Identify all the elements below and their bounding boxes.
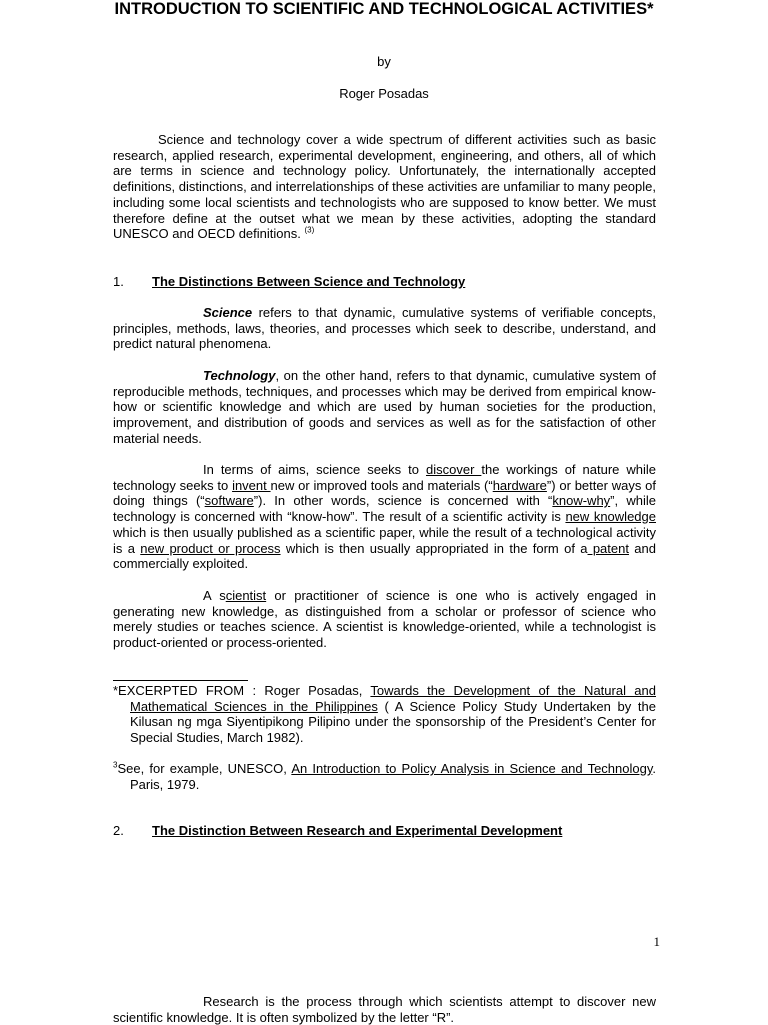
scientist-paragraph: [113, 588, 656, 651]
research-paragraph: [113, 994, 656, 1025]
intro-paragraph: [113, 132, 656, 242]
term-new-knowledge: new knowledge: [565, 509, 656, 525]
term-know-why: know-why: [552, 493, 611, 509]
section-1-title: The Distinctions Between Science and Technology: [152, 274, 466, 289]
term-scientist: cientist: [225, 588, 267, 603]
aims-text: and commercially exploited.: [113, 540, 657, 572]
intro-reference: (3): [304, 225, 315, 235]
term-software: software: [204, 493, 254, 509]
footnote-excerpt-lead: *EXCERPTED FROM : Roger Posadas,: [113, 683, 371, 698]
footnote-separator: [113, 680, 248, 681]
aims-text: which is then usually appropriated in the form of a: [280, 540, 588, 556]
footnote-3-rest: . Paris, 1979.: [130, 761, 657, 792]
document-title: INTRODUCTION TO SCIENTIFIC AND TECHNOLOGICAL ACTIVITIES*: [114, 0, 654, 18]
scientist-text: A s: [203, 588, 226, 603]
aims-paragraph: [113, 462, 656, 572]
term-hardware: hardware: [492, 477, 547, 493]
aims-text: ”). In other words, science is concerned with “: [253, 493, 553, 509]
footnote-excerpt-title: Towards the Development of the Natural and Mathematical Sciences in the Philippines: [130, 683, 656, 714]
section-2-number: 2.: [113, 823, 124, 838]
term-new-product: new product or process: [140, 540, 281, 556]
section-2-title: The Distinction Between Research and Experimental Development: [152, 823, 563, 838]
page-number: 1: [653, 934, 660, 949]
footnote-3-mark: 3: [113, 760, 118, 770]
footnote-3-lead: See, for example, UNESCO,: [117, 761, 292, 776]
footnote-excerpt-rest: ( A Science Policy Study Undertaken by the Kilusan ng mga Siyentipikong Pilipino under the sponsorship of the President’s Center for Special Studies, March 1982).: [130, 698, 657, 745]
aims-text: ”) or better ways of doing things (“: [113, 477, 656, 509]
footnote-excerpt: [113, 683, 656, 745]
research-text: Research is the process through which scientists attempt to discover new scientific knowledge. It is often symbolized by the letter “R”.: [113, 994, 656, 1025]
footnote-3-title: An Introduction to Policy Analysis in Science and Technology: [291, 761, 653, 776]
section-1-number: 1.: [113, 274, 124, 289]
term-invent: invent: [232, 477, 271, 493]
intro-text: Science and technology cover a wide spectrum of different activities such as basic research, applied research, experimental development, engineering, and others, all of which are terms in science and technology policy. Unfortunately, the internationally accepted definitions, distinctions, and interrelationships of these activities are unfamiliar to many people, including some local scientists and technologists who are supposed to know better. We must therefore define at the outset what we mean by these activities, adopting the standard UNESCO and OECD definitions.: [113, 132, 656, 242]
aims-text: In terms of aims, science seeks to: [203, 462, 426, 477]
section-1-heading: [113, 274, 656, 290]
term-patent: patent: [587, 540, 629, 556]
byline: by: [377, 54, 391, 69]
technology-definition: [113, 368, 656, 447]
footnote-3: [113, 761, 656, 792]
technology-term: Technology: [203, 368, 276, 383]
aims-text: new or improved tools and materials (“: [270, 477, 493, 493]
technology-definition-text: , on the other hand, refers to that dynamic, cumulative system of reproducible methods, techniques, and processes which may be derived from empirical know-how or scientific knowledge and which are used by human societies for the production, improvement, and distribution of goods and services as well as for the satisfaction of other material needs.: [113, 368, 656, 446]
science-term: Science: [203, 305, 253, 320]
term-discover: discover: [425, 462, 482, 477]
aims-text: which is then usually published as a scientific paper, while the result of a technological activity is a: [113, 524, 656, 556]
scientist-text: or practitioner of science is one who is actively engaged in generating new knowledge, as distinguished from a scholar or professor of science who merely studies or teaches science. A scientist is knowledge-oriented, while a technologist is product-oriented or process-oriented.: [113, 588, 656, 651]
science-definition-text: refers to that dynamic, cumulative systems of verifiable concepts, principles, methods, laws, theories, and processes which seek to describe, understand, and predict natural phenomena.: [113, 305, 656, 352]
author-name: Roger Posadas: [339, 86, 429, 101]
section-2-heading: [113, 823, 656, 839]
aims-text: ”, while technology is concerned with “know-how”. The result of a scientific activity is: [113, 493, 656, 525]
science-definition: [113, 305, 656, 352]
aims-text: the workings of nature while technology seeks to: [113, 462, 656, 493]
